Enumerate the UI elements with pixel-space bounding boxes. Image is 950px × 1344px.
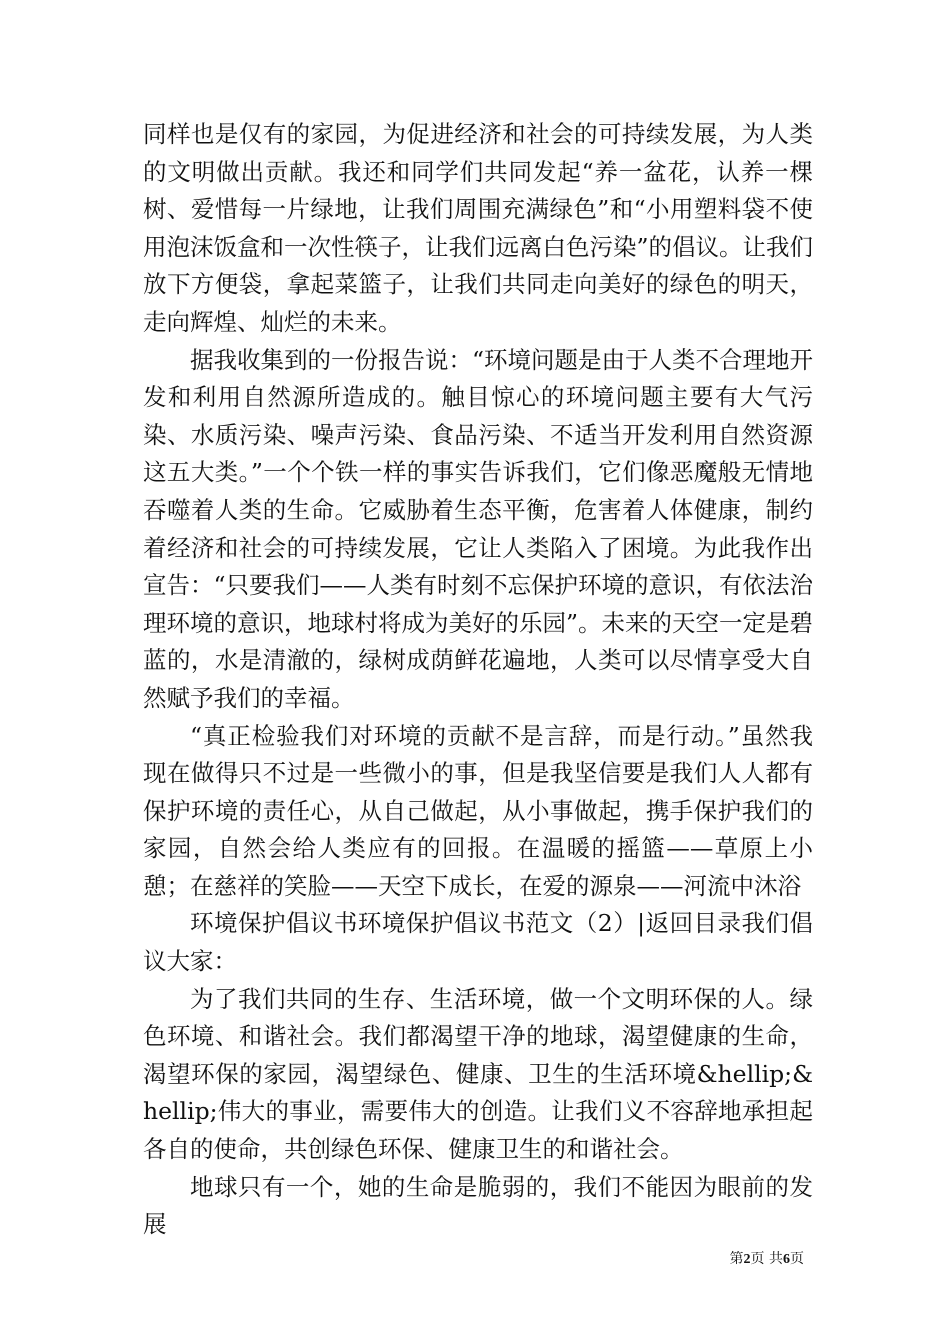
footer-suffix: 页 bbox=[790, 1251, 804, 1267]
document-body bbox=[143, 116, 813, 1244]
paragraph-2: 据我收集到的一份报告说：“环境问题是由于人类不合理地开发和利用自然源所造成的。触目惊心的环境问题主要有大气污染、水质污染、噪声污染、食品污染、不适当开发利用自然资源这五大类。”一个个铁一样的事实告诉我们，它们像恶魔般无情地吞噬着人类的生命。它威胁着生态平衡，危害着人体健康，制约着经济和社会的可持续发展，它让人类陷入了困境。为此我作出宣告：“只要我们——人类有时刻不忘保护环境的意识，有依法治理环境的意识，地球村将成为美好的乐园”。未来的天空一定是碧蓝的，水是清澈的，绿树成荫鲜花遍地，人类可以尽情享受大自然赋予我们的幸福。 bbox=[143, 345, 814, 712]
page-number-footer bbox=[730, 1248, 804, 1268]
paragraph-3: “真正检验我们对环境的贡献不是言辞，而是行动。”虽然我现在做得只不过是一些微小的事，但是我坚信要是我们人人都有保护环境的责任心，从自己做起，从小事做起，携手保护我们的家园，自然会给人类应有的回报。在温暖的摇篮——草原上小憩；在慈祥的笑脸——天空下成长，在爱的源泉——河流中沐浴 bbox=[143, 721, 813, 900]
current-page-number: 2 bbox=[743, 1252, 751, 1267]
total-page-number: 6 bbox=[783, 1252, 790, 1267]
footer-prefix: 第 bbox=[729, 1251, 744, 1267]
paragraph-4: 环境保护倡议书环境保护倡议书范文（2）|返回目录我们倡议大家： bbox=[143, 909, 813, 976]
paragraph-5: 为了我们共同的生存、生活环境，做一个文明环保的人。绿色环境、和谐社会。我们都渴望干净的地球，渴望健康的生命，渴望环保的家园，渴望绿色、健康、卫生的生活环境&hellip;&hellip;伟大的事业，需要伟大的创造。让我们义不容辞地承担起各自的使命，共创绿色环保、健康卫生的和谐社会。 bbox=[143, 984, 813, 1164]
paragraph-6: 地球只有一个，她的生命是脆弱的，我们不能因为眼前的发展 bbox=[143, 1172, 813, 1239]
footer-middle: 页 共 bbox=[750, 1251, 783, 1267]
paragraph-1: 同样也是仅有的家园，为促进经济和社会的可持续发展，为人类的文明做出贡献。我还和同学们共同发起“养一盆花，认养一棵树、爱惜每一片绿地，让我们周围充满绿色”和“小用塑料袋不使用泡沫饭盒和一次性筷子，让我们远离白色污染”的倡议。让我们放下方便袋，拿起菜篮子，让我们共同走向美好的绿色的明天，走向辉煌、灿烂的未来。 bbox=[143, 120, 814, 336]
